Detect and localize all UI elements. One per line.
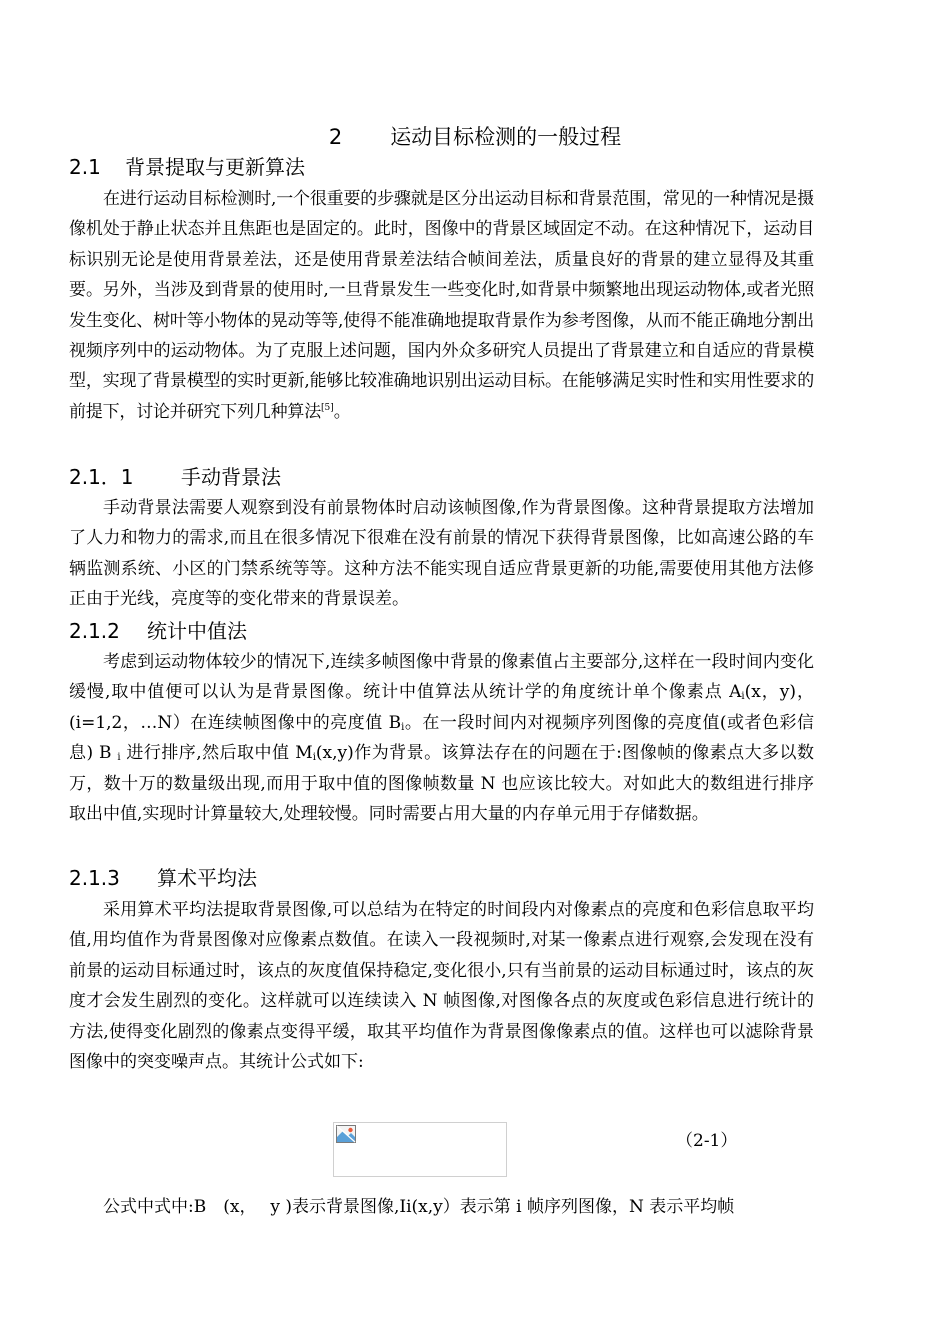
section-2-1-2-text-2: (x，y)，(i=1,2，…N）在连续帧图像中的亮度值 B — [69, 682, 814, 733]
broken-image-icon — [336, 1125, 356, 1143]
section-2-1-2-text-5: (x,y)作为背景。该算法存在的问题在于:图像帧的像素点大多以数万，数十万的数量级出现,而用于取中值的图像帧数量 N 也应该比较大。对如此大的数组进行排序取出中值,实现时计算量较大,处理较慢。同时需要占用大量的内存单元用于存储数据。 — [69, 743, 814, 825]
chapter-title: 运动目标检测的一般过程 — [390, 125, 622, 149]
section-2-1-2-heading — [69, 617, 247, 645]
section-2-1-1-heading — [69, 463, 281, 491]
section-2-1-2-title: 统计中值法 — [147, 619, 247, 643]
section-2-1-1-text: 手动背景法需要人观察到没有前景物体时启动该帧图像,作为背景图像。这种背景提取方法增加了人力和物力的需求,而且在很多情况下很难在没有前景的情况下获得背景图像，比如高速公路的车辆监测系统、小区的门禁系统等等。这种方法不能实现自适应背景更新的功能,需要使用其他方法修正由于光线，亮度等的变化带来的背景误差。 — [69, 498, 814, 610]
formula-description: 公式中式中:B (x， y )表示背景图像,Ii(x,y）表示第 i 帧序列图像，N 表示平均帧 — [103, 1197, 735, 1217]
section-2-1-2-number: 2.1.2 — [69, 619, 120, 643]
section-2-1-1-number: 2.1．1 — [69, 465, 134, 489]
section-2-1-text: 在进行运动目标检测时,一个很重要的步骤就是区分出运动目标和背景范围，常见的一种情况是摄像机处于静止状态并且焦距也是固定的。此时，图像中的背景区域固定不动。在这种情况下，运动目标识别无论是使用背景差法，还是使用背景差法结合帧间差法，质量良好的背景的建立显得及其重要。另外，当涉及到背景的使用时,一旦背景发生一些变化时,如背景中频繁地出现运动物体,或者光照发生变化、树叶等小物体的晃动等等,使得不能准确地提取背景作为参考图像，从而不能正确地分割出视频序列中的运动物体。为了克服上述问题，国内外众多研究人员提出了背景建立和自适应的背景模型，实现了背景模型的实时更新,能够比较准确地识别出运动目标。在能够满足实时性和实用性要求的前提下，讨论并研究下列几种算法 — [69, 189, 814, 422]
section-2-1-1-body — [69, 493, 814, 615]
citation-ref: [5] — [321, 402, 334, 413]
section-2-1-2-body — [69, 647, 814, 829]
section-2-1-3-body — [69, 895, 814, 1077]
section-2-1-3-heading — [69, 864, 257, 892]
section-2-1-number: 2.1 — [69, 155, 101, 179]
section-2-1-2-text-1: 考虑到运动物体较少的情况下,连续多帧图像中背景的像素值占主要部分,这样在一段时间内变化缓慢,取中值便可以认为是背景图像。统计中值算法从统计学的角度统计单个像素点 A — [69, 652, 814, 703]
equation-number: （2-1） — [676, 1131, 738, 1151]
equation-image-placeholder — [333, 1122, 507, 1177]
subscript-i: i — [117, 752, 121, 764]
section-2-1-2-text-4: 进行排序,然后取中值 M — [120, 743, 313, 764]
section-2-1-2-text-3: 。在一段时间内对视频序列图像的亮度值(或者色彩信息) B — [69, 712, 814, 764]
section-2-1-1-title: 手动背景法 — [181, 465, 281, 489]
subscript-i: i — [401, 721, 405, 733]
section-2-1-end: 。 — [333, 401, 351, 422]
subscript-i: i — [741, 691, 745, 703]
chapter-number: 2 — [328, 125, 343, 149]
chapter-heading — [0, 122, 950, 152]
section-2-1-body — [69, 184, 814, 427]
subscript-i: i — [312, 752, 316, 764]
section-2-1-title: 背景提取与更新算法 — [125, 155, 305, 179]
section-2-1-3-title: 算术平均法 — [157, 866, 257, 890]
section-2-1-3-number: 2.1.3 — [69, 866, 120, 890]
section-2-1-3-text: 采用算术平均法提取背景图像,可以总结为在特定的时间段内对像素点的亮度和色彩信息取平均值,用均值作为背景图像对应像素点数值。在读入一段视频时,对某一像素点进行观察,会发现在没有前景的运动目标通过时，该点的灰度值保持稳定,变化很小,只有当前景的运动目标通过时，该点的灰度才会发生剧烈的变化。这样就可以连续读入 N 帧图像,对图像各点的灰度或色彩信息进行统计的方法,使得变化剧烈的像素点变得平缓，取其平均值作为背景图像像素点的值。这样也可以滤除背景图像中的突变噪声点。其统计公式如下: — [69, 900, 814, 1073]
section-2-1-heading — [69, 153, 305, 181]
